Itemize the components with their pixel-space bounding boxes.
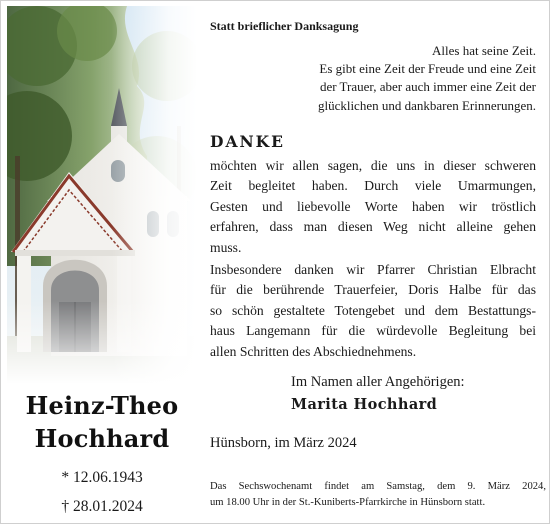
body-line: so schön gestaltete Totengebet und dem Bestattungs- (210, 302, 536, 318)
signer-name: Marita Hochhard (291, 396, 438, 413)
note-line: um 18.00 Uhr in der St.-Kuniberts-Pfarrkirche in Hünsborn statt. (210, 497, 486, 508)
quote-line: der Trauer, aber auch immer eine Zeit der (319, 79, 536, 95)
thanks-paragraph-1 (210, 156, 536, 258)
chapel-photo (7, 6, 197, 384)
signoff-line: Im Namen aller Angehörigen: (291, 374, 465, 390)
place-date: Hünsborn, im März 2024 (210, 435, 357, 451)
deceased-first-name: Heinz-Theo (25, 391, 179, 420)
body-line: muss. (210, 239, 242, 255)
deceased-last-name: Hochhard (34, 424, 170, 453)
danke-title: DANKE (210, 132, 285, 151)
quote-block (210, 42, 536, 115)
body-line: erfahren, dass man diesen Weg nicht alleine gehen (210, 219, 536, 235)
quote-line: Alles hat seine Zeit. (432, 43, 536, 58)
thanks-paragraph-2 (210, 260, 536, 362)
body-line: möchten wir allen sagen, die uns in dieser schweren (210, 158, 536, 173)
memorial-mass-note (210, 479, 546, 511)
note-line: Das Sechswochenamt findet am Samstag, dem 9. März 2024, (210, 481, 546, 492)
photo-fade-overlay (7, 6, 197, 384)
quote-line: glücklichen und dankbaren Erinnerungen. (317, 97, 536, 113)
body-line: für die berührende Trauerfeier, Doris Halbe für das (210, 282, 536, 298)
body-line: Insbesondere danken wir Pfarrer Christian Elbracht (210, 262, 536, 277)
death-date: † 28.01.2024 (61, 498, 143, 515)
birth-date: * 12.06.1943 (61, 469, 143, 486)
body-line: allen Schritten des Abschiednehmens. (210, 343, 417, 359)
life-dates (7, 463, 197, 521)
body-line: Zeit begleitet haben. Durch viele Umarmungen, (210, 178, 536, 194)
deceased-name (7, 389, 197, 455)
quote-line: Es gibt eine Zeit der Freude und eine Zeit (319, 61, 536, 77)
body-line: Gesten und liebevolle Worte haben wir tröstlich (210, 198, 536, 214)
notice-heading: Statt brieflicher Danksagung (210, 19, 359, 33)
body-line: haus Langemann für die würdevolle Begleitung bei (210, 323, 536, 339)
